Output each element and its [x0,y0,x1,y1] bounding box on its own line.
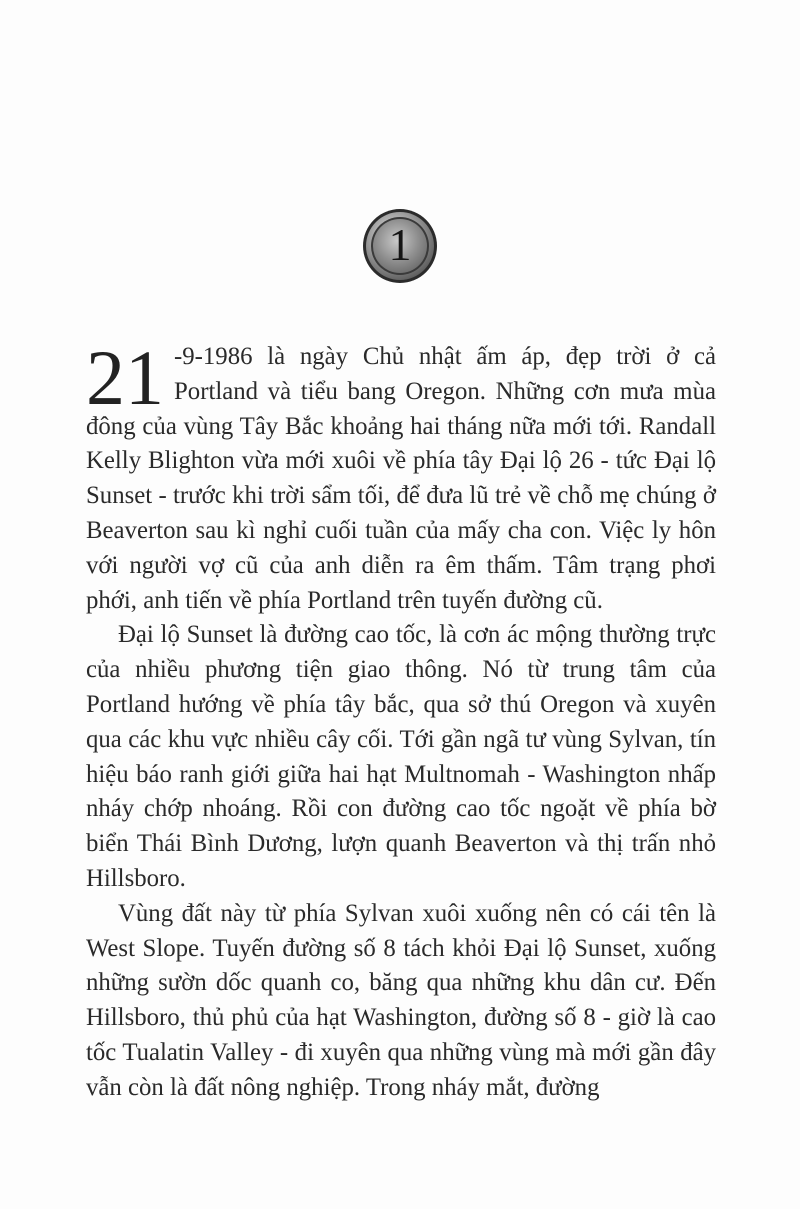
paragraph-3: Vùng đất này từ phía Sylvan xuôi xuống nên có cái tên là West Slope. Tuyến đường số 8 tách khỏi Đại lộ Sunset, xuống những sườn dốc quanh co, băng qua những khu dân cư. Đến Hillsboro, thủ phủ của hạt Washington, đường số 8 - giờ là cao tốc Tualatin Valley - đi xuyên qua những vùng mà mới gần đây vẫn còn là đất nông nghiệp. Trong nháy mắt, đường [86,899,716,1101]
paragraph-1 [86,334,716,618]
chapter-number-badge [362,208,438,284]
paragraph-1-text: -9-1986 là ngày Chủ nhật ấm áp, đẹp trời ở cả Portland và tiểu bang Oregon. Những cơn mưa mùa đông của vùng Tây Bắc khoảng hai tháng nữa mới tới. Randall Kelly Blighton vừa mới xuôi về phía tây Đại lộ 26 - tức Đại lộ Sunset - trước khi trời sẩm tối, để đưa lũ trẻ về chỗ mẹ chúng ở Beaverton sau kì nghỉ cuối tuần của mấy cha con. Việc ly hôn với người vợ cũ của anh diễn ra êm thấm. Tâm trạng phơi phới, anh tiến về phía Portland trên tuyến đường cũ. [86,343,716,614]
chapter-text [86,334,716,1106]
paragraph-2: Đại lộ Sunset là đường cao tốc, là cơn ác mộng thường trực của nhiều phương tiện giao thông. Nó từ trung tâm của Portland hướng về phía tây bắc, qua sở thú Oregon và xuyên qua các khu vực nhiều cây cối. Tới gần ngã tư vùng Sylvan, tín hiệu báo ranh giới giữa hai hạt Multnomah - Washington nhấp nháy chớp nhoáng. Rồi con đường cao tốc ngoặt về phía bờ biển Thái Bình Dương, lượn quanh Beaverton và thị trấn nhỏ Hillsboro. [86,621,716,892]
drop-cap: 21 [86,334,164,421]
chapter-number: 1 [388,219,412,270]
